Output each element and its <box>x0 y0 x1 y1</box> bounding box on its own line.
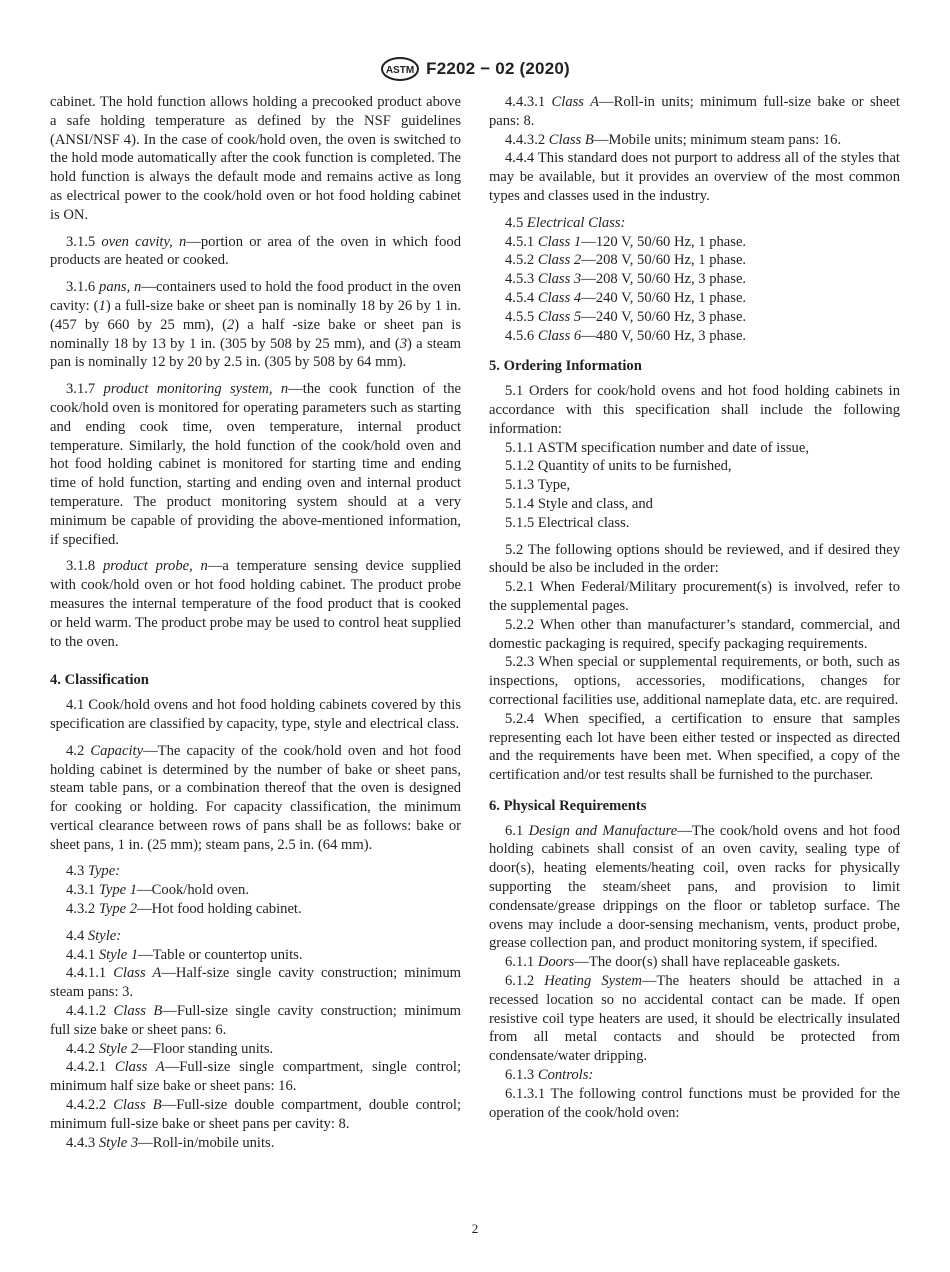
section-5-1-2: 5.1.2 Quantity of units to be furnished, <box>505 458 732 475</box>
document-designation: F2202 − 02 (2020) <box>426 59 570 78</box>
section-6-1: 6.1 Design and Manufacture—The cook/hold ovens and hot food holding cabinets shall consist of an oven cavity, sealing type of door(s), heating elements/heating coil, oven racks for physically supporting the steam/sheet pans, and provision to limit condensate/grease drippings on the floor or tabletop surface. The ovens may include a door-sensing mechanism, vents, product probe, grease collection pan, and product monitoring system, if specified. <box>489 822 900 952</box>
section-5-2-1: 5.2.1 When Federal/Military procurement(s) is involved, refer to the supplemental pages. <box>489 579 900 614</box>
section-5-2-2: 5.2.2 When other than manufacturer’s standard, commercial, and domestic packaging is required, specify packaging requirements. <box>489 616 900 652</box>
section-3-1-6: 3.1.6 pans, n—containers used to hold the food product in the oven cavity: (1) a full-size bake or sheet pan is nominally 18 by 26 by 1 in. (457 by 660 by 25 mm), (2) a half -size bake or sheet pan is nominally 18 by 13 by 1 in. (305 by 508 by 25 mm), and (3) a steam pan is nominally 12 by 20 by 2.5 in. (305 by 508 by 64 mm). <box>50 279 462 371</box>
heading-physical-requirements: 6. Physical Requirements <box>489 797 647 814</box>
section-4-5-4: 4.5.4 Class 4—240 V, 50/60 Hz, 1 phase. <box>505 289 747 306</box>
section-4-4-3-1: 4.4.3.1 Class A—Roll-in units; minimum full-size bake or sheet pans: 8. <box>489 94 900 129</box>
section-3-1-8: 3.1.8 product probe, n—a temperature sensing device supplied with cook/hold oven or hot food holding cabinet. The product probe measures the internal temperature of the food product that is cooked or held warm. The product probe may be used to control heat supplied to the oven. <box>50 558 461 650</box>
right-column <box>489 93 900 1122</box>
logo-text: ASTM <box>385 65 415 76</box>
paragraph: cabinet. The hold function allows holding a precooked product above a safe holding temperature as defined by the NSF guidelines (ANSI/NSF 4). In the case of cook/hold oven, the oven is switched to the hold mode automatically after the cook function is completed. The hold function is always the default mode and remains active as long as electrical power to the cook/hold oven or hot food holding cabinet is ON. <box>50 94 461 223</box>
page-header <box>0 57 950 81</box>
astm-logo <box>380 57 420 81</box>
section-4-1: 4.1 Cook/hold ovens and hot food holding cabinets covered by this specification are classified by capacity, type, style and electrical class. <box>50 697 461 732</box>
left-column <box>50 93 461 1152</box>
section-5-2: 5.2 The following options should be reviewed, and if desired they should be also be included in the order: <box>489 541 900 577</box>
section-4-5-1: 4.5.1 Class 1—120 V, 50/60 Hz, 1 phase. <box>505 233 747 250</box>
section-6-1-3: 6.1.3 Controls: <box>505 1067 594 1084</box>
section-4-4-1: 4.4.1 Style 1—Table or countertop units. <box>66 946 303 963</box>
section-6-1-3-1: 6.1.3.1 The following control functions must be provided for the operation of the cook/hold oven: <box>489 1085 900 1121</box>
section-4-3-1: 4.3.1 Type 1—Cook/hold oven. <box>66 882 249 899</box>
section-5-1-5: 5.1.5 Electrical class. <box>505 514 630 531</box>
section-4-5: 4.5 Electrical Class: <box>505 214 626 231</box>
section-5-1-4: 5.1.4 Style and class, and <box>505 495 653 512</box>
section-5-1-1: 5.1.1 ASTM specification number and date of issue, <box>505 439 809 456</box>
section-4-3: 4.3 Type: <box>66 863 121 880</box>
section-4-4-1-2: 4.4.1.2 Class B—Full-size single cavity construction; minimum full size bake or sheet pans: 6. <box>50 1003 461 1038</box>
section-4-4-2: 4.4.2 Style 2—Floor standing units. <box>66 1040 274 1057</box>
section-4-5-6: 4.5.6 Class 6—480 V, 50/60 Hz, 3 phase. <box>505 327 747 344</box>
section-5-2-4: 5.2.4 When specified, a certification to ensure that samples representing each lot have been either tested or inspected as directed and the requirements have been met. When specified, a copy of the certification and/or test results shall be furnished to the purchaser. <box>489 710 900 784</box>
section-4-5-3: 4.5.3 Class 3—208 V, 50/60 Hz, 3 phase. <box>505 271 747 288</box>
section-6-1-1: 6.1.1 Doors—The door(s) shall have replaceable gaskets. <box>505 954 841 971</box>
section-4-4-3: 4.4.3 Style 3—Roll-in/mobile units. <box>66 1134 275 1151</box>
section-5-2-3: 5.2.3 When special or supplemental requirements, or both, such as inspections, options, accessories, modifications, changes for correctional facilities use, additional nameplate data, etc. are required. <box>489 654 900 708</box>
section-5-1-3: 5.1.3 Type, <box>505 477 571 494</box>
heading-classification: 4. Classification <box>50 672 149 689</box>
section-4-4-4: 4.4.4 This standard does not purport to address all of the styles that may be available, but it provides an overview of the most common types and classes used in the industry. <box>489 150 900 204</box>
section-5-1: 5.1 Orders for cook/hold ovens and hot food holding cabinets in accordance with this specification shall include the following information: <box>489 383 900 437</box>
section-4-4-1-1: 4.4.1.1 Class A—Half-size single cavity construction; minimum steam pans: 3. <box>50 965 462 1001</box>
section-4-4-2-2: 4.4.2.2 Class B—Full-size double compartment, double control; minimum full-size bake or sheet pans per cavity: 8. <box>50 1097 461 1132</box>
section-6-1-2: 6.1.2 Heating System—The heaters should be attached in a recessed location so no accidental contact can be made. If open resistive coil type heaters are used, it should be electrically insulated from all metal contacts and should be protected from condensate/water dripping. <box>489 973 900 1065</box>
section-3-1-7: 3.1.7 product monitoring system, n—the cook function of the cook/hold oven is monitored for operating parameters such as starting and ending cook time, oven temperature, internal product temperature. Similarly, the hold function of the cook/hold oven and hot food holding cabinet is monitored for starting time and ending time of hold function, starting and ending oven and internal product temperature. The product monitoring system should at a very minimum be capable of providing the above-mentioned information, if specified. <box>50 381 461 548</box>
page-number: 2 <box>471 1221 479 1236</box>
heading-ordering-information: 5. Ordering Information <box>489 358 642 375</box>
section-4-4-3-2: 4.4.3.2 Class B—Mobile units; minimum steam pans: 16. <box>505 131 842 148</box>
section-4-2: 4.2 Capacity—The capacity of the cook/hold oven and hot food holding cabinet is determined by the number of bake or sheet pans, steam table pans, or a combination thereof that the oven is designed for cooking or holding. For capacity classification, the minimum vertical clearance between rows of pans shall be as follows: bake or sheet pans, 1 in. (25 mm); steam pans, 2.5 in. (64 mm). <box>50 742 461 853</box>
section-4-5-5: 4.5.5 Class 5—240 V, 50/60 Hz, 3 phase. <box>505 308 747 325</box>
section-4-4-2-1: 4.4.2.1 Class A—Full-size single compartment, single control; minimum half size bake or sheet pans: 16. <box>50 1059 462 1095</box>
section-4-5-2: 4.5.2 Class 2—208 V, 50/60 Hz, 1 phase. <box>505 252 747 269</box>
section-4-4: 4.4 Style: <box>66 927 122 944</box>
section-4-3-2: 4.3.2 Type 2—Hot food holding cabinet. <box>66 901 302 918</box>
section-3-1-5: 3.1.5 oven cavity, n—portion or area of the oven in which food products are heated or cooked. <box>50 233 461 269</box>
